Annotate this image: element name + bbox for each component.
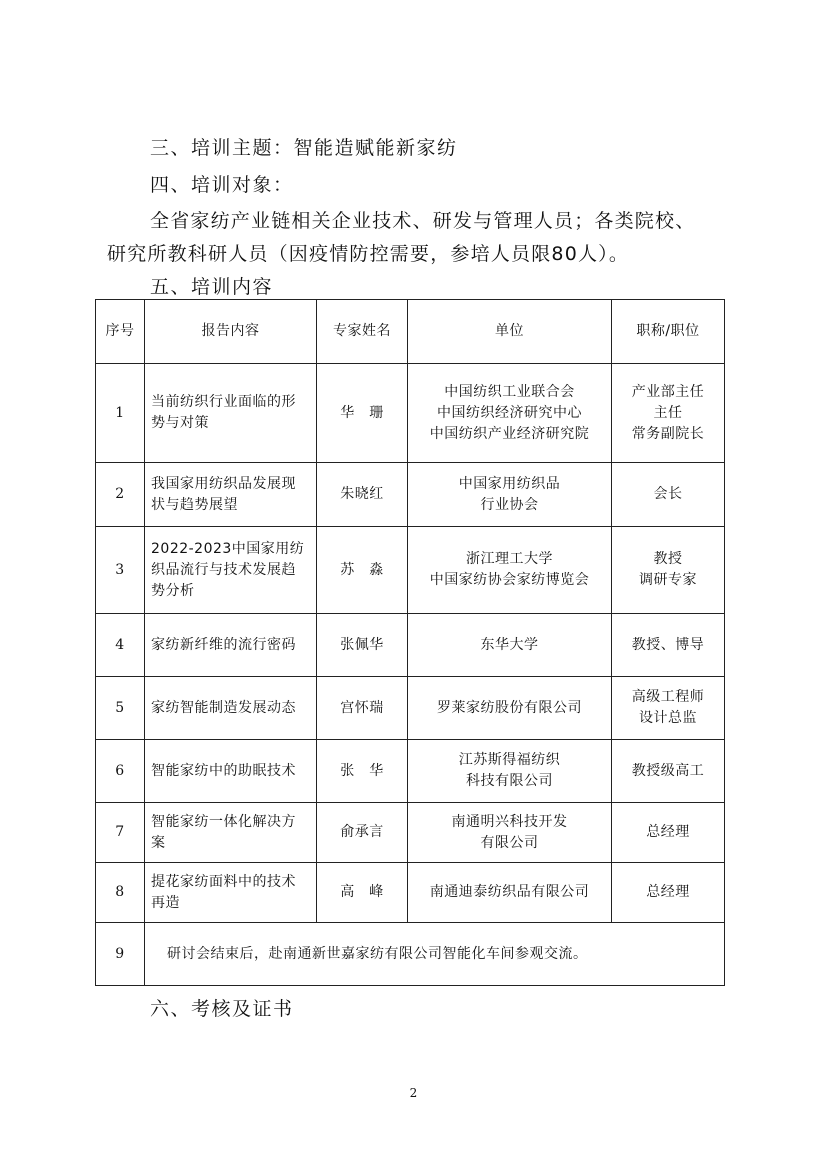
header-expert: 专家姓名 xyxy=(317,300,408,364)
row-expert: 张 华 xyxy=(317,740,408,803)
section-training-content: 五、培训内容 xyxy=(150,276,274,298)
row-index: 4 xyxy=(96,614,145,677)
row-topic: 提花家纺面料中的技术再造 xyxy=(145,863,317,923)
section-training-theme: 三、培训主题：智能造赋能新家纺 xyxy=(150,137,458,159)
row-unit xyxy=(408,863,612,923)
title-line: 设计总监 xyxy=(639,710,697,726)
row-index: 7 xyxy=(96,803,145,863)
unit-line: 有限公司 xyxy=(480,834,539,851)
row-expert: 华 珊 xyxy=(317,364,408,463)
row-topic: 2022-2023中国家用纺织品流行与技术发展趋势分析 xyxy=(145,527,317,614)
title-line: 会长 xyxy=(653,486,683,502)
target-paragraph-line-1: 全省家纺产业链相关企业技术、研发与管理人员；各类院校、 xyxy=(150,210,696,232)
row-index: 6 xyxy=(96,740,145,803)
unit-line: 东华大学 xyxy=(480,636,539,653)
unit-line: 中国家用纺织品 xyxy=(458,475,561,492)
row-title xyxy=(612,803,725,863)
row-expert: 高 峰 xyxy=(317,863,408,923)
title-line: 高级工程师 xyxy=(631,689,705,705)
row-expert: 宫怀瑞 xyxy=(317,677,408,740)
title-line: 常务副院长 xyxy=(631,425,705,442)
unit-line: 中国纺织工业联合会 xyxy=(444,383,575,400)
page-number: 2 xyxy=(409,1086,418,1100)
table-row xyxy=(96,740,725,803)
title-line: 总经理 xyxy=(646,884,690,900)
title-line: 教授、博导 xyxy=(631,636,705,653)
row-topic: 当前纺织行业面临的形势与对策 xyxy=(145,364,317,463)
row-unit xyxy=(408,364,612,463)
table-header-row xyxy=(96,300,725,364)
title-line: 产业部主任 xyxy=(631,383,705,400)
row-unit xyxy=(408,677,612,740)
unit-line: 中国纺织经济研究中心 xyxy=(437,404,582,421)
table-row-final xyxy=(96,923,725,986)
table-row xyxy=(96,527,725,614)
row-topic: 家纺智能制造发展动态 xyxy=(145,677,317,740)
row-expert: 朱晓红 xyxy=(317,463,408,527)
unit-line: 科技有限公司 xyxy=(466,773,553,789)
row-expert: 俞承言 xyxy=(317,803,408,863)
unit-line: 行业协会 xyxy=(480,496,539,513)
row-index: 2 xyxy=(96,463,145,527)
unit-line: 江苏斯得福纺织 xyxy=(458,752,561,768)
table-row xyxy=(96,803,725,863)
row-title xyxy=(612,614,725,677)
row-index: 3 xyxy=(96,527,145,614)
row-title xyxy=(612,677,725,740)
row-topic: 智能家纺中的助眠技术 xyxy=(145,740,317,803)
row-unit xyxy=(408,463,612,527)
row-index: 8 xyxy=(96,863,145,923)
unit-line: 南通迪泰纺织品有限公司 xyxy=(429,884,590,900)
row-unit xyxy=(408,740,612,803)
section-assessment-certificate: 六、考核及证书 xyxy=(150,998,294,1020)
table-row xyxy=(96,614,725,677)
row-expert: 苏 淼 xyxy=(317,527,408,614)
unit-line: 浙江理工大学 xyxy=(466,551,553,567)
row-topic: 我国家用纺织品发展现状与趋势展望 xyxy=(145,463,317,527)
row-unit xyxy=(408,803,612,863)
unit-line: 中国纺织产业经济研究院 xyxy=(429,425,590,442)
title-line: 教授 xyxy=(653,551,683,567)
table-row xyxy=(96,677,725,740)
row-index: 5 xyxy=(96,677,145,740)
row-title xyxy=(612,740,725,803)
unit-line: 罗莱家纺股份有限公司 xyxy=(437,699,582,716)
title-line: 总经理 xyxy=(646,824,690,840)
title-line: 调研专家 xyxy=(639,572,697,588)
header-index: 序号 xyxy=(96,300,145,364)
row-title xyxy=(612,463,725,527)
section-training-target: 四、培训对象： xyxy=(150,174,294,196)
row-title xyxy=(612,364,725,463)
table-row xyxy=(96,364,725,463)
row-index: 9 xyxy=(96,923,145,986)
training-schedule-table xyxy=(95,299,725,986)
unit-line: 南通明兴科技开发 xyxy=(451,813,568,830)
header-title: 职称/职位 xyxy=(612,300,725,364)
target-paragraph-line-2: 研究所教科研人员（因疫情防控需要，参培人员限80人）。 xyxy=(107,243,630,265)
final-row-text: 研讨会结束后，赴南通新世嘉家纺有限公司智能化车间参观交流。 xyxy=(145,923,725,986)
row-topic: 家纺新纤维的流行密码 xyxy=(145,614,317,677)
header-topic: 报告内容 xyxy=(145,300,317,364)
table-row xyxy=(96,463,725,527)
title-line: 教授级高工 xyxy=(631,762,705,779)
row-unit xyxy=(408,614,612,677)
row-index: 1 xyxy=(96,364,145,463)
row-title xyxy=(612,527,725,614)
row-title xyxy=(612,863,725,923)
unit-line: 中国家纺协会家纺博览会 xyxy=(429,572,590,588)
row-unit xyxy=(408,527,612,614)
title-line: 主任 xyxy=(653,404,683,421)
row-topic: 智能家纺一体化解决方案 xyxy=(145,803,317,863)
header-unit: 单位 xyxy=(408,300,612,364)
table-row xyxy=(96,863,725,923)
row-expert: 张佩华 xyxy=(317,614,408,677)
